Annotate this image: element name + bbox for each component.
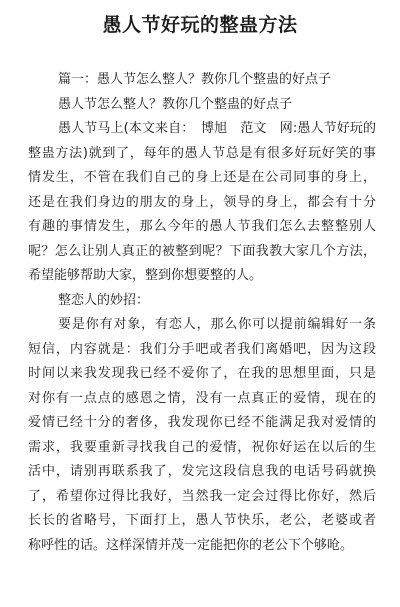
paragraph-line: 称呼性的话。这样深情并茂一定能把你的老公下个够呛。 [28,537,354,553]
paragraph-line: 愚人节马上(本文来自： 博旭 范文 网:愚人节好玩的 [58,121,376,136]
paragraph-line: 对你有一点点的感恩之情，没有一点真正的爱情，现在的 [28,390,376,406]
paragraph-line: 需求，我要重新寻找我自己的爱情，祝你好运在以后的生 [28,439,376,455]
paragraph-line: 要是你有对象，有恋人，那么你可以提前编辑好一条 [58,317,376,332]
paragraph-line: 了，希望你过得比我好，当然我一定会过得比你好，然后 [28,488,376,504]
section-heading: 篇一：愚人节怎么整人？教你几个整蛊的好点子 [58,72,332,87]
paragraph-line: 还是在我们身边的朋友的身上，领导的身上，都会有十分 [28,194,376,210]
paragraph-line: 呢？怎么让别人真正的被整到呢？下面我教大家几个方法， [28,243,376,259]
page-title: 愚人节好玩的整蛊方法 [102,14,298,36]
paragraph-line: 整蛊方法)就到了，每年的愚人节总是有很多好玩好笑的事 [28,145,376,161]
article-body [28,68,376,558]
paragraph-line: 爱情已经十分的奢侈，我发现你已经不能满足我对爱情的 [28,415,376,430]
paragraph-line: 希望能够帮助大家，整到你想要整的人。 [28,268,263,283]
paragraph-line: 愚人节怎么整人？教你几个整蛊的好点子 [58,96,293,112]
paragraph-line: 有趣的事情发生，那么今年的愚人节我们怎么去整整别人 [28,219,376,234]
paragraph-line: 情发生，不管在我们自己的身上还是在公司同事的身上， [28,170,376,185]
paragraph-line: 短信，内容就是：我们分手吧或者我们离婚吧，因为这段 [28,341,376,357]
paragraph-line: 活中，请别再联系我了，发完这段信息我的电话号码就换 [28,464,376,479]
subsection-heading: 整恋人的妙招： [58,292,150,308]
paragraph-line: 长长的省略号，下面打上，愚人节快乐，老公，老婆或者 [28,513,376,528]
paragraph-line: 时间以来我发现我已经不爱你了，在我的思想里面，只是 [28,366,376,381]
